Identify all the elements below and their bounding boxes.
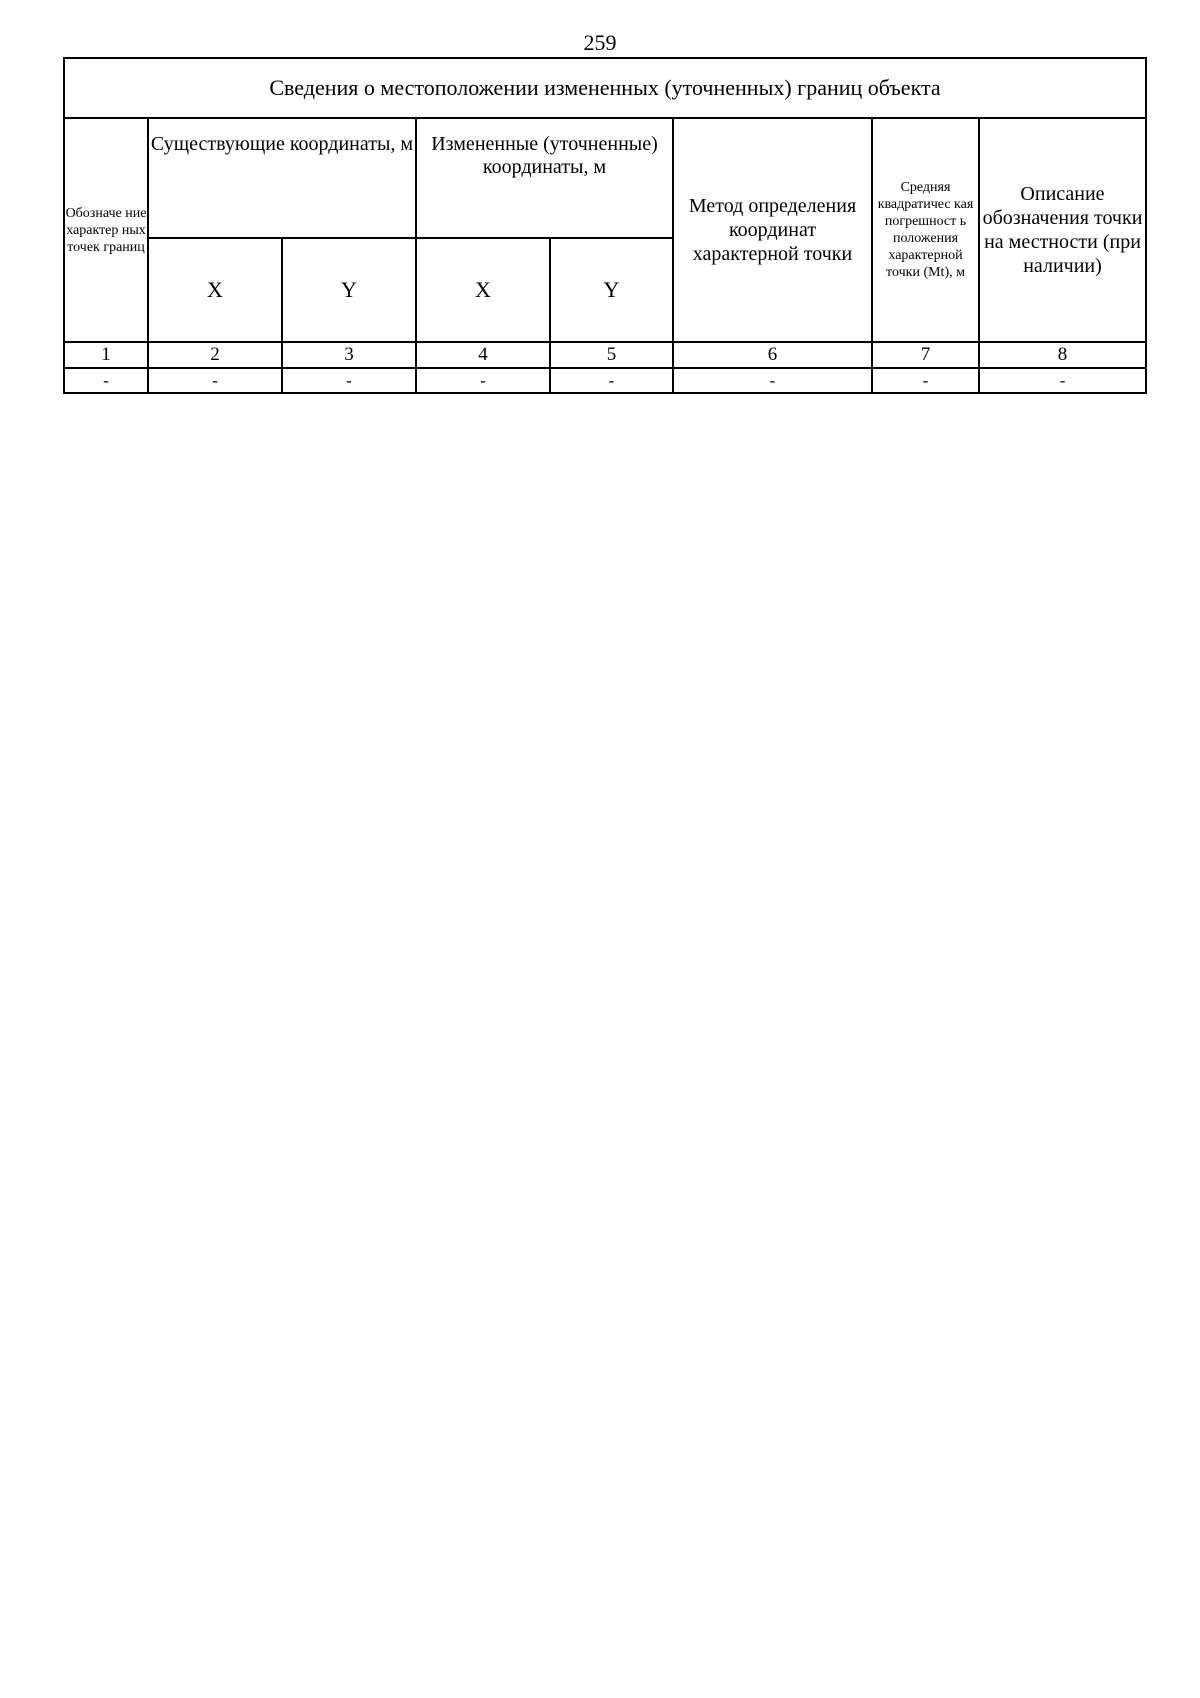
column-number: 2 — [148, 342, 282, 368]
column-number: 5 — [550, 342, 673, 368]
table-cell: - — [872, 368, 979, 393]
header-changed-x: X — [416, 238, 550, 342]
header-changed-y: Y — [550, 238, 673, 342]
header-existing-coordinates: Существующие координаты, м — [148, 118, 416, 238]
header-existing-x: X — [148, 238, 282, 342]
header-existing-y: Y — [282, 238, 416, 342]
header-method: Метод определения координат характерной точки — [673, 118, 872, 342]
column-number: 3 — [282, 342, 416, 368]
column-number: 7 — [872, 342, 979, 368]
header-changed-coordinates: Измененные (уточненные) координаты, м — [416, 118, 673, 238]
table-cell: - — [416, 368, 550, 393]
table-cell: - — [979, 368, 1146, 393]
table-title: Сведения о местоположении измененных (уточненных) границ объекта — [64, 58, 1146, 118]
table-cell: - — [673, 368, 872, 393]
column-number-row — [64, 342, 1146, 368]
table-cell: - — [550, 368, 673, 393]
table-cell: - — [148, 368, 282, 393]
header-point-description: Описание обозначения точки на местности (при наличии) — [979, 118, 1146, 342]
column-number: 6 — [673, 342, 872, 368]
page-number: 259 — [583, 30, 617, 55]
table-row — [64, 368, 1146, 393]
column-number: 1 — [64, 342, 148, 368]
table-cell: - — [282, 368, 416, 393]
column-number: 8 — [979, 342, 1146, 368]
column-number: 4 — [416, 342, 550, 368]
header-mean-square-error: Средняя квадратичес кая погрешност ь положения характерной точки (Mt), м — [872, 118, 979, 342]
header-point-designation: Обозначе ние характер ных точек границ — [64, 118, 148, 342]
table-cell: - — [64, 368, 148, 393]
boundary-points-table — [63, 57, 1147, 394]
